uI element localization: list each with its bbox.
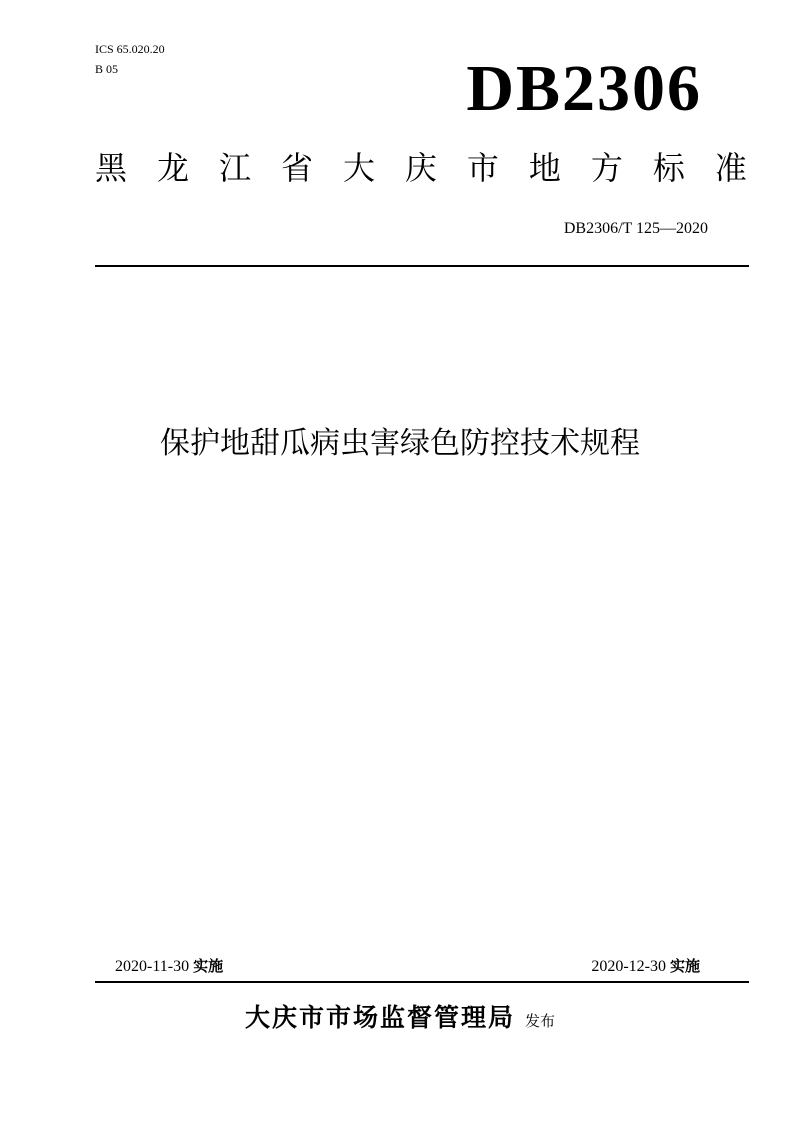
standard-type-char: 省	[280, 149, 313, 187]
ccs-code: B 05	[95, 62, 119, 76]
publish-date: 2020-11-30	[115, 958, 190, 975]
standard-type-char: 市	[466, 149, 499, 187]
publish-date-line	[115, 956, 223, 977]
implement-date: 2020-12-30	[591, 958, 666, 975]
footer-divider	[95, 981, 749, 983]
standard-type-char: 准	[714, 149, 747, 187]
issuer-name: 大庆市市场监督管理局	[244, 1003, 515, 1032]
standard-type	[95, 148, 747, 188]
header-divider	[95, 265, 749, 267]
standard-type-char: 标	[652, 149, 685, 187]
standard-type-char: 地	[528, 149, 561, 187]
standard-type-char: 庆	[404, 149, 437, 187]
standard-type-char: 大	[342, 149, 375, 187]
standard-code: DB2306	[466, 52, 702, 125]
document-title: 保护地甜瓜病虫害绿色防控技术规程	[160, 426, 640, 461]
standard-type-char: 江	[218, 149, 251, 187]
document-number: DB2306/T 125—2020	[563, 220, 708, 237]
issue-label: 发布	[525, 1012, 556, 1030]
implement-label: 实施	[669, 957, 700, 975]
standard-type-char: 黑	[95, 149, 128, 187]
implement-date-line	[591, 956, 700, 977]
standard-type-char: 方	[590, 149, 623, 187]
ics-code: ICS 65.020.20	[95, 42, 165, 56]
issuer-block	[0, 1000, 800, 1036]
publish-label: 实施	[193, 957, 224, 975]
standard-type-char: 龙	[156, 149, 189, 187]
